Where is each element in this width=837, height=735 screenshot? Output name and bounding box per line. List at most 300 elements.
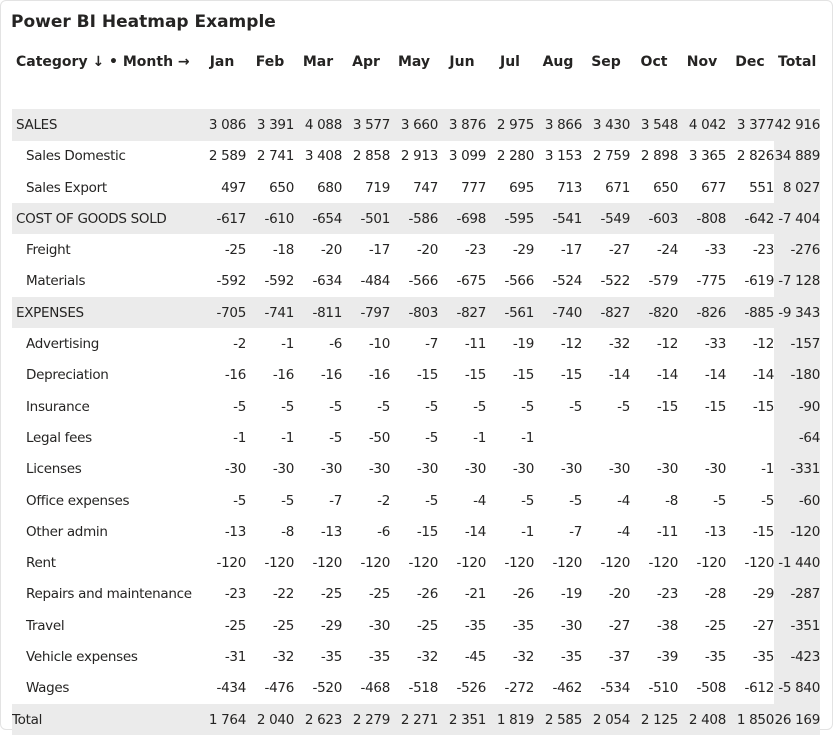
value-cell: -25 — [224, 617, 246, 634]
row-total-cell: -60 — [774, 485, 820, 516]
value-cell: -5 — [569, 492, 582, 509]
value-cell: -561 — [504, 304, 534, 321]
row-total-cell: -180 — [774, 360, 820, 391]
value-cell: -13 — [224, 523, 246, 540]
value-cell: -16 — [320, 367, 342, 384]
value-cell: 719 — [365, 179, 390, 196]
value-cell: -5 — [473, 398, 486, 415]
value-cell: -526 — [456, 680, 486, 697]
value-cell: -13 — [320, 523, 342, 540]
row-label: Vehicle expenses — [26, 648, 138, 665]
value-cell — [726, 422, 774, 453]
value-cell: -476 — [264, 680, 294, 697]
value-cell: -22 — [272, 586, 294, 603]
value-cell: -1 — [233, 429, 246, 446]
table-row[interactable] — [12, 266, 820, 297]
column-header-apr[interactable]: Apr — [352, 54, 380, 70]
value-cell: -28 — [704, 586, 726, 603]
value-cell: -1 — [761, 461, 774, 478]
table-row[interactable] — [12, 328, 820, 359]
value-cell: -5 — [233, 398, 246, 415]
value-cell: -885 — [744, 304, 774, 321]
value-cell: 650 — [653, 179, 678, 196]
value-cell: -27 — [608, 617, 630, 634]
value-cell: -654 — [312, 210, 342, 227]
row-total-cell: -351 — [774, 610, 820, 641]
value-cell: -5 — [569, 398, 582, 415]
value-cell: -35 — [560, 648, 582, 665]
value-cell: -14 — [464, 523, 486, 540]
value-cell — [534, 422, 582, 453]
value-cell: -35 — [512, 617, 534, 634]
column-header-dec[interactable]: Dec — [735, 54, 765, 70]
value-cell: -820 — [648, 304, 678, 321]
value-cell: -120 — [648, 555, 678, 572]
column-header-mar[interactable]: Mar — [302, 54, 334, 70]
value-cell: -698 — [456, 210, 486, 227]
value-cell: -23 — [464, 242, 486, 259]
value-cell: 3 577 — [352, 116, 390, 133]
value-cell: -23 — [224, 586, 246, 603]
value-cell: -30 — [272, 461, 294, 478]
row-label: Freight — [26, 242, 71, 259]
value-cell: -29 — [752, 586, 774, 603]
row-label: Licenses — [26, 461, 82, 478]
value-cell: -603 — [648, 210, 678, 227]
value-cell: -16 — [272, 367, 294, 384]
row-label: Sales Domestic — [26, 148, 126, 165]
value-cell: -120 — [312, 555, 342, 572]
value-cell: -30 — [368, 617, 390, 634]
table-row[interactable] — [12, 641, 820, 672]
value-cell: -20 — [416, 242, 438, 259]
value-cell: -4 — [617, 523, 630, 540]
value-cell: -617 — [216, 210, 246, 227]
value-cell: 671 — [605, 179, 630, 196]
value-cell: -25 — [320, 586, 342, 603]
value-cell: 2 589 — [208, 148, 246, 165]
value-cell: -32 — [608, 336, 630, 353]
row-label: Sales Export — [26, 179, 107, 196]
table-row[interactable] — [12, 360, 820, 391]
value-cell: -16 — [368, 367, 390, 384]
value-cell: -20 — [608, 586, 630, 603]
value-cell: -16 — [224, 367, 246, 384]
corner-header[interactable]: Category ↓ • Month → — [16, 54, 190, 70]
value-cell: -510 — [648, 680, 678, 697]
row-label: Rent — [26, 555, 56, 572]
value-cell: -619 — [744, 273, 774, 290]
value-cell: 3 099 — [448, 148, 486, 165]
value-cell: -7 — [569, 523, 582, 540]
row-total-cell: 34 889 — [774, 141, 820, 172]
value-cell: -21 — [464, 586, 486, 603]
row-total-cell: -423 — [774, 641, 820, 672]
row-total-cell: -64 — [774, 422, 820, 453]
value-cell: -566 — [408, 273, 438, 290]
value-cell: -15 — [560, 367, 582, 384]
value-cell: -31 — [224, 648, 246, 665]
value-cell: -586 — [408, 210, 438, 227]
value-cell: 1 819 — [496, 711, 534, 728]
value-cell: -5 — [761, 492, 774, 509]
value-cell: -6 — [377, 523, 390, 540]
value-cell: -26 — [416, 586, 438, 603]
value-cell: 3 430 — [592, 116, 630, 133]
value-cell: -37 — [608, 648, 630, 665]
value-cell: 2 623 — [304, 711, 342, 728]
value-cell: -30 — [656, 461, 678, 478]
value-cell: -10 — [368, 336, 390, 353]
table-row[interactable] — [12, 610, 820, 641]
row-label: Insurance — [26, 398, 90, 415]
value-cell: 677 — [701, 179, 726, 196]
value-cell: -15 — [752, 398, 774, 415]
value-cell: 3 391 — [256, 116, 294, 133]
value-cell: 747 — [413, 179, 438, 196]
value-cell: -811 — [312, 304, 342, 321]
value-cell: -38 — [656, 617, 678, 634]
value-cell: -15 — [416, 367, 438, 384]
value-cell: -35 — [464, 617, 486, 634]
row-total-cell: -157 — [774, 328, 820, 359]
table-row[interactable] — [12, 391, 820, 422]
value-cell: -35 — [752, 648, 774, 665]
row-total-cell: -7 128 — [774, 266, 820, 297]
value-cell: 2 125 — [640, 711, 678, 728]
value-cell: -14 — [656, 367, 678, 384]
value-cell: -50 — [368, 429, 390, 446]
value-cell: -30 — [608, 461, 630, 478]
value-cell: -39 — [656, 648, 678, 665]
value-cell — [582, 422, 630, 453]
value-cell: -30 — [368, 461, 390, 478]
value-cell: -524 — [552, 273, 582, 290]
value-cell: -595 — [504, 210, 534, 227]
value-cell: -1 — [521, 523, 534, 540]
table-row[interactable] — [12, 234, 820, 265]
value-cell: -29 — [320, 617, 342, 634]
value-cell: -30 — [704, 461, 726, 478]
value-cell: -29 — [512, 242, 534, 259]
column-header-row — [12, 46, 820, 78]
value-cell: -30 — [512, 461, 534, 478]
heatmap-matrix — [12, 46, 820, 735]
table-row[interactable] — [12, 172, 820, 203]
column-header-oct[interactable]: Oct — [640, 54, 668, 70]
value-cell: 3 548 — [640, 116, 678, 133]
value-cell: -45 — [464, 648, 486, 665]
value-cell: -484 — [360, 273, 390, 290]
value-cell: -5 — [713, 492, 726, 509]
column-header-jul[interactable]: Jul — [500, 54, 520, 70]
table-row[interactable] — [12, 422, 820, 453]
value-cell: -15 — [464, 367, 486, 384]
value-cell: 3 365 — [688, 148, 726, 165]
column-header-jun[interactable]: Jun — [449, 54, 475, 70]
value-cell: -120 — [408, 555, 438, 572]
value-cell: -827 — [456, 304, 486, 321]
grand-total-row[interactable] — [12, 704, 820, 735]
column-header-jan[interactable]: Jan — [209, 54, 235, 70]
value-cell: -592 — [216, 273, 246, 290]
value-cell: -30 — [560, 617, 582, 634]
row-total-cell: -287 — [774, 579, 820, 610]
value-cell: -120 — [456, 555, 486, 572]
value-cell: -434 — [216, 680, 246, 697]
value-cell: -15 — [752, 523, 774, 540]
value-cell: -35 — [320, 648, 342, 665]
value-cell: -462 — [552, 680, 582, 697]
value-cell: -2 — [233, 336, 246, 353]
value-cell: 2 280 — [496, 148, 534, 165]
value-cell: -15 — [704, 398, 726, 415]
value-cell: 1 850 — [736, 711, 774, 728]
value-cell: -566 — [504, 273, 534, 290]
value-cell: -19 — [560, 586, 582, 603]
value-cell: -33 — [704, 336, 726, 353]
row-total-cell: -7 404 — [774, 203, 820, 234]
value-cell: -23 — [752, 242, 774, 259]
value-cell: -508 — [696, 680, 726, 697]
value-cell: 3 086 — [208, 116, 246, 133]
value-cell: -468 — [360, 680, 390, 697]
value-cell: -1 — [521, 429, 534, 446]
row-label: Travel — [26, 617, 65, 634]
value-cell: -25 — [224, 242, 246, 259]
value-cell: -33 — [704, 242, 726, 259]
value-cell: -534 — [600, 680, 630, 697]
value-cell: -11 — [464, 336, 486, 353]
table-row[interactable] — [12, 141, 820, 172]
value-cell: -25 — [704, 617, 726, 634]
value-cell: -5 — [329, 398, 342, 415]
value-cell: -11 — [656, 523, 678, 540]
value-cell: -14 — [608, 367, 630, 384]
value-cell: -549 — [600, 210, 630, 227]
value-cell: 777 — [461, 179, 486, 196]
group-row[interactable] — [12, 203, 820, 234]
row-label: Materials — [26, 273, 86, 290]
row-label: Total — [12, 711, 43, 728]
value-cell: -5 — [233, 492, 246, 509]
row-label: EXPENSES — [16, 304, 84, 321]
value-cell: -12 — [752, 336, 774, 353]
value-cell: -827 — [600, 304, 630, 321]
value-cell: -5 — [521, 492, 534, 509]
value-cell: -17 — [560, 242, 582, 259]
value-cell: -610 — [264, 210, 294, 227]
value-cell: -1 — [473, 429, 486, 446]
value-cell: 2 759 — [592, 148, 630, 165]
value-cell: -634 — [312, 273, 342, 290]
value-cell: -120 — [744, 555, 774, 572]
column-header-may[interactable]: May — [397, 54, 431, 70]
row-total-cell: -1 440 — [774, 547, 820, 578]
value-cell: 2 826 — [736, 148, 774, 165]
value-cell: -7 — [425, 336, 438, 353]
value-cell: -5 — [329, 429, 342, 446]
value-cell: -25 — [272, 617, 294, 634]
value-cell: 2 408 — [688, 711, 726, 728]
visual-title: Power BI Heatmap Example — [11, 12, 276, 32]
value-cell: -592 — [264, 273, 294, 290]
value-cell: -24 — [656, 242, 678, 259]
value-cell: -26 — [512, 586, 534, 603]
group-row[interactable] — [12, 297, 820, 328]
row-label: COST OF GOODS SOLD — [16, 210, 167, 227]
value-cell: -14 — [704, 367, 726, 384]
row-total-cell: -5 840 — [774, 673, 820, 704]
value-cell: -797 — [360, 304, 390, 321]
value-cell: -1 — [281, 429, 294, 446]
value-cell: 2 271 — [400, 711, 438, 728]
value-cell: -120 — [696, 555, 726, 572]
value-cell: -775 — [696, 273, 726, 290]
value-cell: -30 — [416, 461, 438, 478]
value-cell: 2 858 — [352, 148, 390, 165]
value-cell: 2 898 — [640, 148, 678, 165]
value-cell: 2 975 — [496, 116, 534, 133]
value-cell: 650 — [269, 179, 294, 196]
column-header-aug[interactable]: Aug — [542, 54, 574, 70]
table-row[interactable] — [12, 547, 820, 578]
value-cell: -23 — [656, 586, 678, 603]
value-cell: -4 — [617, 492, 630, 509]
value-cell: 4 042 — [688, 116, 726, 133]
value-cell: 3 408 — [304, 148, 342, 165]
value-cell: -25 — [416, 617, 438, 634]
value-cell: -5 — [617, 398, 630, 415]
value-cell: -120 — [216, 555, 246, 572]
value-cell: -5 — [425, 398, 438, 415]
value-cell: 551 — [749, 179, 774, 196]
row-label: Office expenses — [26, 492, 130, 509]
value-cell: -8 — [665, 492, 678, 509]
value-cell: -17 — [368, 242, 390, 259]
value-cell: -741 — [264, 304, 294, 321]
value-cell: -612 — [744, 680, 774, 697]
value-cell: -5 — [281, 398, 294, 415]
table-row[interactable] — [12, 485, 820, 516]
column-header-nov[interactable]: Nov — [686, 54, 718, 70]
value-cell: -5 — [281, 492, 294, 509]
value-cell: -4 — [473, 492, 486, 509]
value-cell: -30 — [560, 461, 582, 478]
value-cell: 680 — [317, 179, 342, 196]
value-cell: -25 — [368, 586, 390, 603]
row-total-cell: 42 916 — [774, 109, 820, 140]
value-cell: -15 — [416, 523, 438, 540]
value-cell: 2 279 — [352, 711, 390, 728]
value-cell: -826 — [696, 304, 726, 321]
value-cell: -120 — [360, 555, 390, 572]
value-cell: -120 — [600, 555, 630, 572]
value-cell: 3 153 — [544, 148, 582, 165]
value-cell: -1 — [281, 336, 294, 353]
row-label: SALES — [16, 116, 58, 133]
row-total-cell: -90 — [774, 391, 820, 422]
value-cell: -579 — [648, 273, 678, 290]
value-cell: -20 — [320, 242, 342, 259]
value-cell — [630, 422, 678, 453]
row-label: Other admin — [26, 523, 108, 540]
row-total-cell: -9 343 — [774, 297, 820, 328]
value-cell: -541 — [552, 210, 582, 227]
value-cell: -120 — [552, 555, 582, 572]
value-cell: -12 — [560, 336, 582, 353]
value-cell: -808 — [696, 210, 726, 227]
table-row[interactable] — [12, 454, 820, 485]
value-cell: 497 — [221, 179, 246, 196]
value-cell: 3 876 — [448, 116, 486, 133]
value-cell: -522 — [600, 273, 630, 290]
value-cell: -27 — [752, 617, 774, 634]
row-total-cell: 26 169 — [774, 704, 820, 735]
value-cell: -2 — [377, 492, 390, 509]
value-cell: 3 866 — [544, 116, 582, 133]
value-cell: -8 — [281, 523, 294, 540]
value-cell: -642 — [744, 210, 774, 227]
value-cell: -120 — [504, 555, 534, 572]
value-cell: 4 088 — [304, 116, 342, 133]
value-cell: -32 — [272, 648, 294, 665]
row-label: Repairs and maintenance — [26, 586, 192, 603]
value-cell: -272 — [504, 680, 534, 697]
value-cell: -5 — [521, 398, 534, 415]
value-cell: 2 741 — [256, 148, 294, 165]
row-label: Advertising — [26, 336, 100, 353]
value-cell: -7 — [329, 492, 342, 509]
table-row[interactable] — [12, 579, 820, 610]
value-cell: -13 — [704, 523, 726, 540]
value-cell: -15 — [656, 398, 678, 415]
table-row[interactable] — [12, 516, 820, 547]
column-header-feb[interactable]: Feb — [255, 54, 285, 70]
value-cell: -19 — [512, 336, 534, 353]
row-label: Legal fees — [26, 429, 92, 446]
value-cell: -5 — [425, 429, 438, 446]
table-row[interactable] — [12, 673, 820, 704]
value-cell: 3 377 — [736, 116, 774, 133]
value-cell: 2 913 — [400, 148, 438, 165]
group-row[interactable] — [12, 109, 820, 140]
value-cell: -705 — [216, 304, 246, 321]
value-cell: -30 — [224, 461, 246, 478]
column-header-total[interactable]: Total — [778, 54, 817, 70]
value-cell: -14 — [752, 367, 774, 384]
value-cell: -5 — [377, 398, 390, 415]
row-label: Depreciation — [26, 367, 109, 384]
value-cell: 2 040 — [256, 711, 294, 728]
value-cell: -6 — [329, 336, 342, 353]
matrix-body — [12, 78, 820, 735]
row-label: Wages — [26, 680, 70, 697]
value-cell: -32 — [512, 648, 534, 665]
column-header-sep[interactable]: Sep — [591, 54, 621, 70]
value-cell: 2 585 — [544, 711, 582, 728]
value-cell: -30 — [320, 461, 342, 478]
value-cell: -30 — [464, 461, 486, 478]
value-cell: 2 351 — [448, 711, 486, 728]
row-total-cell: 8 027 — [774, 172, 820, 203]
value-cell: -18 — [272, 242, 294, 259]
row-total-cell: -120 — [774, 516, 820, 547]
value-cell: -15 — [512, 367, 534, 384]
value-cell: 713 — [557, 179, 582, 196]
value-cell: -35 — [704, 648, 726, 665]
value-cell: -740 — [552, 304, 582, 321]
